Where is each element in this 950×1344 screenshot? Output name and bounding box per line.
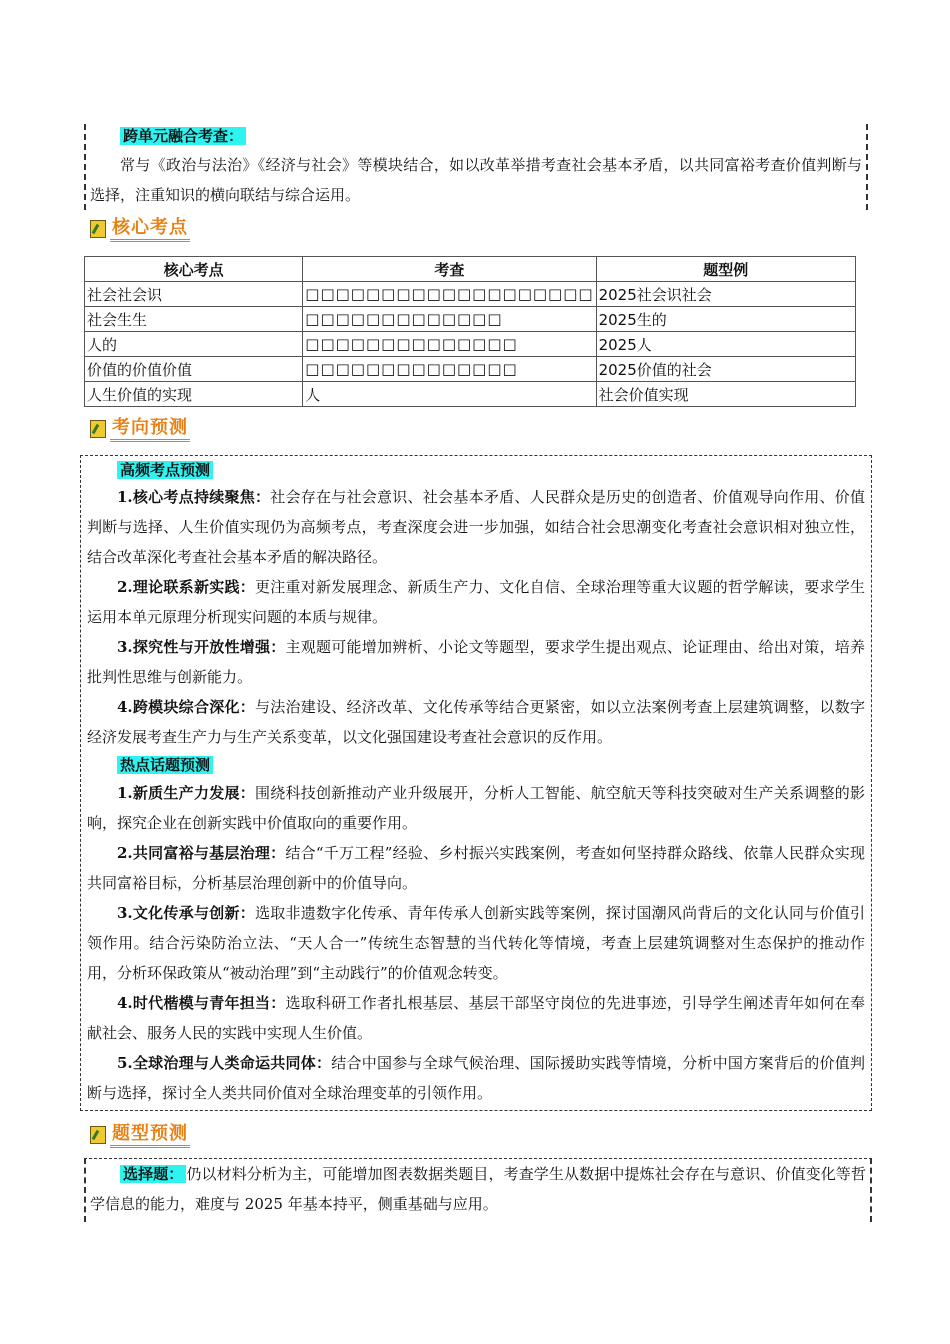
hot-topic-label: 热点话题预测: [117, 756, 213, 774]
item-text: 结合“千万工程”经验、乡村振兴实践案例，考查如何坚持群众路线、依靠人民群众实现共同富裕目标，分析基层治理创新中的价值导向。: [87, 844, 865, 892]
table-cell: 人: [303, 382, 596, 407]
high-freq-item: [87, 482, 865, 572]
item-lead: 2.理论联系新实践：: [117, 578, 255, 596]
cross-unit-text: 常与《政治与法治》《经济与社会》等模块结合，如以改革举措考查社会基本矛盾，以共同富裕考查价值判断与选择，注重知识的横向联结与综合运用。: [90, 156, 862, 204]
cross-unit-label: 跨单元融合考查：: [120, 127, 246, 145]
high-freq-label: 高频考点预测: [117, 461, 213, 479]
table-row: [85, 307, 856, 332]
item-lead: 2.共同富裕与基层治理：: [117, 844, 286, 862]
table-cell: 价值的价值价值: [85, 357, 303, 382]
hot-topic-item: [87, 1048, 865, 1108]
core-table: [84, 256, 856, 407]
table-cell: □□□□□□□□□□□□□□□□□□□: [303, 282, 596, 307]
forecast-section-header: [88, 414, 190, 444]
hot-topic-item: [87, 988, 865, 1048]
book-pen-icon: [88, 418, 108, 440]
item-lead: 4.跨模块综合深化：: [117, 698, 255, 716]
question-section-title: 题型预测: [110, 1123, 190, 1148]
item-lead: 3.文化传承与创新：: [117, 904, 255, 922]
table-row: [85, 382, 856, 407]
core-table-wrap: [84, 256, 856, 407]
item-text: 更注重对新发展理念、新质生产力、文化自信、全球治理等重大议题的哲学解读，要求学生运用本单元原理分析现实问题的本质与规律。: [87, 578, 865, 626]
table-header: 题型例: [596, 257, 855, 282]
item-text: 结合中国参与全球气候治理、国际援助实践等情境，分析中国方案背后的价值判断与选择，探讨全人类共同价值对全球治理变革的引领作用。: [87, 1054, 865, 1102]
table-cell: □□□□□□□□□□□□□□: [303, 332, 596, 357]
table-cell: 2025价值的社会: [596, 357, 855, 382]
table-cell: 社会社会识: [85, 282, 303, 307]
high-freq-item: [87, 572, 865, 632]
table-row: [85, 357, 856, 382]
table-header: 考查: [303, 257, 596, 282]
hot-topic-item: [87, 778, 865, 838]
book-pen-icon: [88, 1124, 108, 1146]
forecast-box: [80, 455, 872, 1111]
table-row: [85, 332, 856, 357]
item-text: 社会存在与社会意识、社会基本矛盾、人民群众是历史的创造者、价值观导向作用、价值判断与选择、人生价值实现仍为高频考点，考查深度会进一步加强，如结合社会思潮变化考查社会意识相对独立性，结合改革深化考查社会基本矛盾的解决路径。: [87, 488, 865, 566]
table-header-row: [85, 257, 856, 282]
choice-label: 选择题：: [120, 1165, 186, 1183]
table-cell: □□□□□□□□□□□□□: [303, 307, 596, 332]
hot-topic-item: [87, 838, 865, 898]
table-cell: 人的: [85, 332, 303, 357]
item-lead: 4.时代楷模与青年担当：: [117, 994, 286, 1012]
table-cell: 社会价值实现: [596, 382, 855, 407]
item-text: 主观题可能增加辨析、小论文等题型，要求学生提出观点、论证理由、给出对策，培养批判性思维与创新能力。: [87, 638, 865, 686]
table-cell: 社会生生: [85, 307, 303, 332]
table-cell: 2025社会识社会: [596, 282, 855, 307]
table-cell: □□□□□□□□□□□□□□: [303, 357, 596, 382]
table-cell: 人生价值的实现: [85, 382, 303, 407]
book-pen-icon: [88, 218, 108, 240]
item-text: 选取非遗数字化传承、青年传承人创新实践等案例，探讨国潮风尚背后的文化认同与价值引领作用。结合污染防治立法、“天人合一”传统生态智慧的当代转化等情境，考查上层建筑调整对生态保护的推动作用，分析环保政策从“被动治理”到“主动践行”的价值观念转变。: [87, 904, 865, 982]
item-lead: 5.全球治理与人类命运共同体：: [117, 1054, 332, 1072]
core-section-title: 核心考点: [110, 217, 190, 242]
item-lead: 3.探究性与开放性增强：: [117, 638, 286, 656]
cross-unit-block: [84, 124, 868, 210]
high-freq-item: [87, 632, 865, 692]
item-text: 与法治建设、经济改革、文化传承等结合更紧密，如以立法案例考查上层建筑调整，以数字经济发展考查生产力与生产关系变革，以文化强国建设考查社会意识的反作用。: [87, 698, 865, 746]
table-header: 核心考点: [85, 257, 303, 282]
table-cell: 2025人: [596, 332, 855, 357]
item-lead: 1.新质生产力发展：: [117, 784, 255, 802]
table-row: [85, 282, 856, 307]
table-cell: 2025生的: [596, 307, 855, 332]
choice-text: 仍以材料分析为主，可能增加图表数据类题目，考查学生从数据中提炼社会存在与意识、价值变化等哲学信息的能力，难度与 2025 年基本持平，侧重基础与应用。: [90, 1165, 866, 1213]
question-box: [84, 1158, 872, 1222]
item-lead: 1.核心考点持续聚焦：: [117, 488, 271, 506]
high-freq-item: [87, 692, 865, 752]
question-section-header: [88, 1120, 190, 1150]
choice-paragraph: [90, 1159, 866, 1219]
item-text: 围绕科技创新推动产业升级展开，分析人工智能、航空航天等科技突破对生产关系调整的影响，探究企业在创新实践中价值取向的重要作用。: [87, 784, 865, 832]
hot-topic-item: [87, 898, 865, 988]
item-text: 选取科研工作者扎根基层、基层干部坚守岗位的先进事迹，引导学生阐述青年如何在奉献社会、服务人民的实践中实现人生价值。: [87, 994, 865, 1042]
forecast-section-title: 考向预测: [110, 417, 190, 442]
core-section-header: [88, 214, 190, 244]
